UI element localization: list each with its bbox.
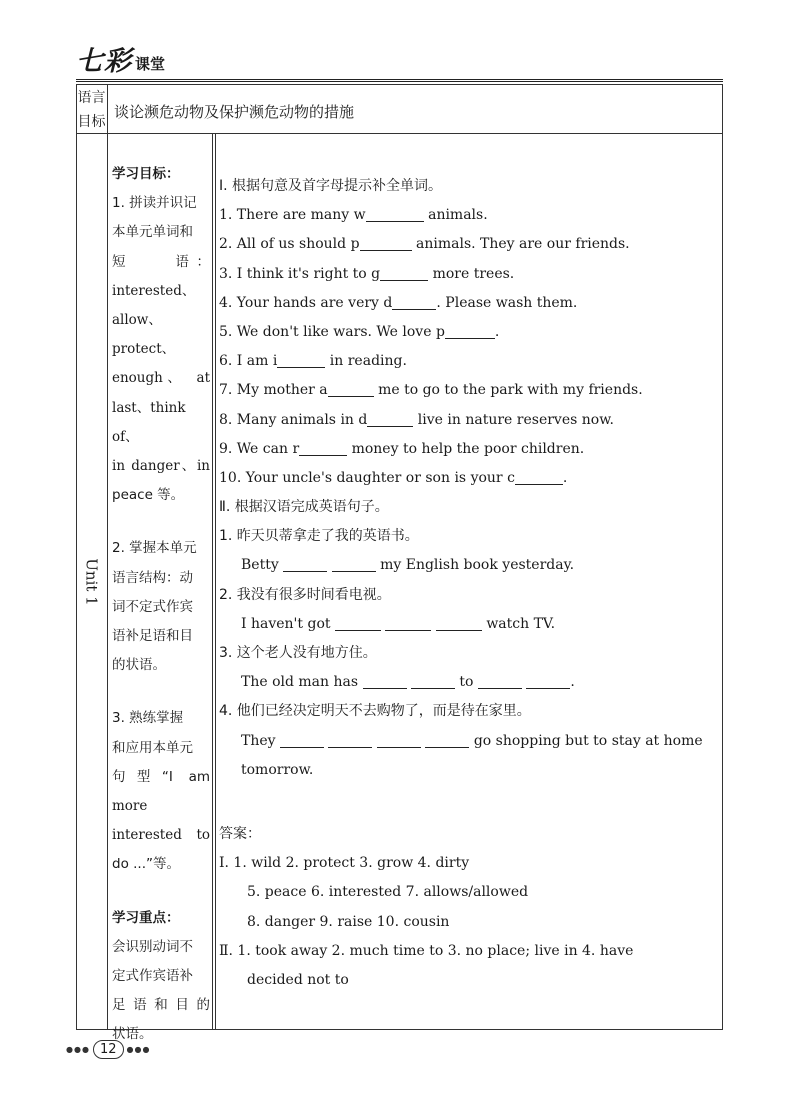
- language-goal-text: 谈论濒危动物及保护濒危动物的措施: [114, 103, 355, 121]
- exercise-item: 1. There are many w animals.: [219, 207, 488, 224]
- goal-3-line: 句型“I am: [112, 768, 210, 785]
- column-divider-3: [215, 133, 216, 1030]
- answer-blank[interactable]: [367, 412, 413, 427]
- answer-line: 5. peace 6. interested 7. allows/allowed: [247, 884, 529, 901]
- translation-answer-line: Betty my English book yesterday.: [241, 557, 575, 574]
- language-goal-label: 语言目标: [77, 90, 106, 130]
- answer-blank[interactable]: [335, 616, 381, 631]
- page-number-badge: [66, 1040, 150, 1059]
- goal-3-line: more: [112, 798, 148, 815]
- answer-blank[interactable]: [299, 441, 347, 456]
- goal-3-line: do ...”等。: [112, 856, 180, 873]
- translation-prompt: 2. 我没有很多时间看电视。: [219, 586, 391, 603]
- exercise-item: 5. We don't like wars. We love p .: [219, 323, 500, 340]
- goal-1-line: in danger、in: [112, 458, 210, 475]
- answer-blank[interactable]: [283, 557, 327, 572]
- answer-blank[interactable]: [360, 236, 412, 251]
- answer-blank[interactable]: [280, 733, 324, 748]
- answer-blank[interactable]: [366, 207, 424, 222]
- key-point-line: 足语和目的: [112, 997, 210, 1014]
- header-row-divider: [76, 133, 723, 134]
- answer-line: 8. danger 9. raise 10. cousin: [247, 913, 450, 930]
- goal-2-line: 语补足语和目: [112, 628, 193, 645]
- answer-key: [219, 820, 724, 995]
- answer-line: Ⅰ. 1. wild 2. protect 3. grow 4. dirty: [219, 855, 470, 872]
- exercise-item: 10. Your uncle's daughter or son is your c .: [219, 469, 568, 486]
- part-2-title: Ⅱ. 根据汉语完成英语句子。: [219, 499, 389, 516]
- exercise-item: 3. I think it's right to g more trees.: [219, 265, 515, 282]
- column-divider-2: [212, 133, 213, 1030]
- answer-blank[interactable]: [363, 674, 407, 689]
- answer-title: 答案：: [219, 826, 261, 842]
- translation-prompt: 4. 他们已经决定明天不去购物了，而是待在家里。: [219, 703, 531, 720]
- goal-1-line: allow、protect、: [112, 312, 176, 358]
- decoration-dots-left: ●●●: [66, 1045, 90, 1054]
- answer-blank[interactable]: [332, 557, 376, 572]
- translation-answer-line: They go shopping but to stay at home: [241, 732, 703, 749]
- translation-prompt: 3. 这个老人没有地方住。: [219, 645, 377, 661]
- answer-blank[interactable]: [392, 295, 436, 310]
- answer-line: decided not to: [247, 971, 349, 988]
- answer-blank[interactable]: [515, 470, 563, 485]
- goal-2-line: 的状语。: [112, 657, 166, 674]
- answer-blank[interactable]: [385, 616, 431, 631]
- goal-3-line: 和应用本单元: [112, 739, 193, 756]
- exercise-item: 8. Many animals in d live in nature reserves now.: [219, 411, 614, 428]
- goal-3-line: interested to: [112, 827, 210, 844]
- page-number: 12: [93, 1040, 124, 1059]
- brand-logo: 七彩: [76, 46, 132, 77]
- key-point-line: 会识别动词不: [112, 938, 193, 955]
- answer-blank[interactable]: [377, 733, 421, 748]
- answer-blank[interactable]: [436, 616, 482, 631]
- key-point-line: 状语。: [112, 1026, 153, 1043]
- goal-1-line: 短 语：: [112, 253, 210, 270]
- translation-answer-line: tomorrow.: [241, 761, 314, 778]
- exercise-item: 7. My mother a me to go to the park with my friends.: [219, 382, 643, 399]
- goal-1-line: 1. 拼读并识记: [112, 195, 197, 212]
- answer-blank[interactable]: [411, 674, 455, 689]
- goals-title: 学习目标：: [112, 166, 180, 182]
- answer-blank[interactable]: [328, 733, 372, 748]
- part-1-title: Ⅰ. 根据句意及首字母提示补全单词。: [219, 178, 443, 194]
- unit-label-cell: [76, 133, 107, 1030]
- translation-answer-line: I haven't got watch TV.: [241, 615, 556, 632]
- brand-header: [76, 48, 165, 75]
- header-rule: [76, 79, 723, 82]
- answer-blank[interactable]: [328, 382, 374, 397]
- answer-blank[interactable]: [277, 353, 325, 368]
- translation-prompt: 1. 昨天贝蒂拿走了我的英语书。: [219, 528, 419, 545]
- goal-1-line: 本单元单词和: [112, 224, 193, 241]
- answer-line: Ⅱ. 1. took away 2. much time to 3. no place; live in 4. have: [219, 942, 634, 959]
- goal-1-line: interested、: [112, 282, 196, 299]
- answer-blank[interactable]: [478, 674, 522, 689]
- answer-blank[interactable]: [526, 674, 570, 689]
- answer-blank[interactable]: [380, 266, 428, 281]
- answer-blank[interactable]: [425, 733, 469, 748]
- brand-subtitle: 课堂: [135, 55, 166, 73]
- unit-label: Unit 1: [82, 557, 101, 606]
- exercise-item: 4. Your hands are very d . Please wash them.: [219, 294, 578, 311]
- learning-goals: [112, 160, 210, 1050]
- exercise-item: 9. We can r money to help the poor children.: [219, 440, 585, 457]
- column-divider-1: [107, 84, 108, 1030]
- goal-2-line: 词不定式作宾: [112, 598, 193, 615]
- goal-1-line: peace 等。: [112, 487, 185, 504]
- key-point-line: 定式作宾语补: [112, 968, 193, 985]
- exercises: [219, 172, 724, 785]
- answer-blank[interactable]: [445, 324, 495, 339]
- exercise-item: 6. I am i in reading.: [219, 353, 407, 370]
- goal-2-line: 语言结构：动: [112, 569, 193, 586]
- decoration-dots-right: ●●●: [126, 1045, 151, 1054]
- translation-answer-line: The old man has to .: [241, 674, 575, 691]
- goal-1-line: enough、 at: [112, 370, 210, 387]
- goal-3-line: 3. 熟练掌握: [112, 710, 184, 727]
- goal-2-line: 2. 掌握本单元: [112, 540, 197, 557]
- exercise-item: 2. All of us should p animals. They are our friends.: [219, 236, 630, 253]
- key-points-title: 学习重点：: [112, 909, 180, 926]
- goal-1-line: last、think of、: [112, 399, 186, 445]
